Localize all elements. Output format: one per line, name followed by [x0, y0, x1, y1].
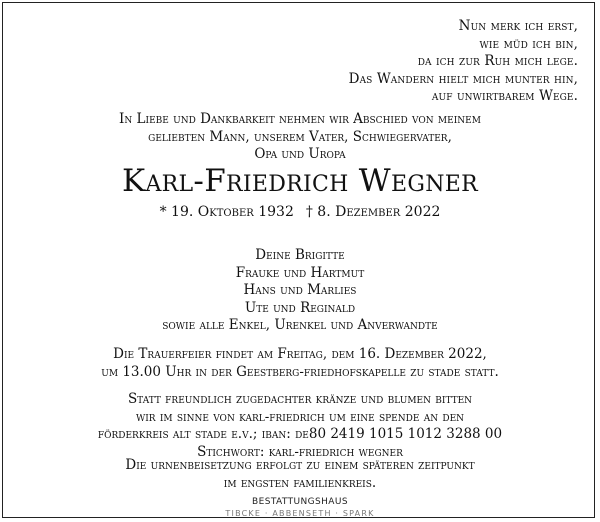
urn-line: im engsten familienkreis. [223, 474, 377, 491]
donation-line: Stichwort: karl-friedrich wegner [197, 443, 403, 460]
intro-line: geliebten Mann, unserem Vater, Schwiegervater, [148, 128, 452, 145]
intro-line: Opa und Uropa [254, 146, 346, 162]
poem-line: da ich zur Ruh mich lege. [417, 53, 578, 69]
urn-line: Die urnenbeisetzung erfolgt zu einem späteren zeitpunkt [125, 457, 475, 473]
funeral-home-logo [223, 497, 377, 519]
mourners-list [0, 247, 600, 335]
poem-line: Nun merk ich erst, [458, 18, 578, 34]
ceremony-line: um 13.00 Uhr in der Geestberg-friedhofskapelle zu stade statt. [101, 363, 499, 380]
poem [349, 18, 578, 106]
urn-burial-info [0, 457, 600, 492]
poem-line: auf unwirtbarem Wege. [431, 88, 578, 104]
poem-line: wie müd ich bin, [479, 35, 578, 52]
mourner-line: Hans und Marlies [243, 282, 357, 298]
ceremony-line: Die Trauerfeier findet am Freitag, dem 16. Dezember 2022, [113, 346, 487, 362]
donation-line: Statt freundlich zugedachter kränze und blumen bitten [127, 391, 473, 407]
life-dates [0, 203, 600, 221]
mourner-line: Ute und Reginald [244, 299, 356, 316]
poem-line: Das Wandern hielt mich munter hin, [348, 70, 578, 87]
logo-subtitle: TIBCKE · ABBENSETH · SPARK [225, 509, 375, 518]
mourner-line: Frauke und Hartmut [235, 264, 365, 281]
logo-title: BESTATTUNGSHAUS [252, 497, 348, 507]
deceased-name: Karl-Friedrich Wegner [122, 163, 478, 199]
donation-line: wir im sinne von karl-friedrich um eine spende an den [135, 408, 465, 425]
ceremony-info [0, 346, 600, 381]
death-date: † 8. Dezember 2022 [305, 204, 441, 220]
donation-line: förderkreis alt stade e.v.; iban: de80 2419 1015 1012 3288 00 [97, 426, 503, 442]
intro-text [0, 111, 600, 164]
mourner-line: sowie alle Enkel, Urenkel und Anverwandte [162, 317, 438, 333]
mourner-line: Deine Brigitte [255, 247, 345, 263]
intro-line: In Liebe und Dankbarkeit nehmen wir Abschied von meinem [119, 111, 481, 127]
birth-date: * 19. Oktober 1932 [159, 204, 294, 220]
donation-request [0, 391, 600, 461]
